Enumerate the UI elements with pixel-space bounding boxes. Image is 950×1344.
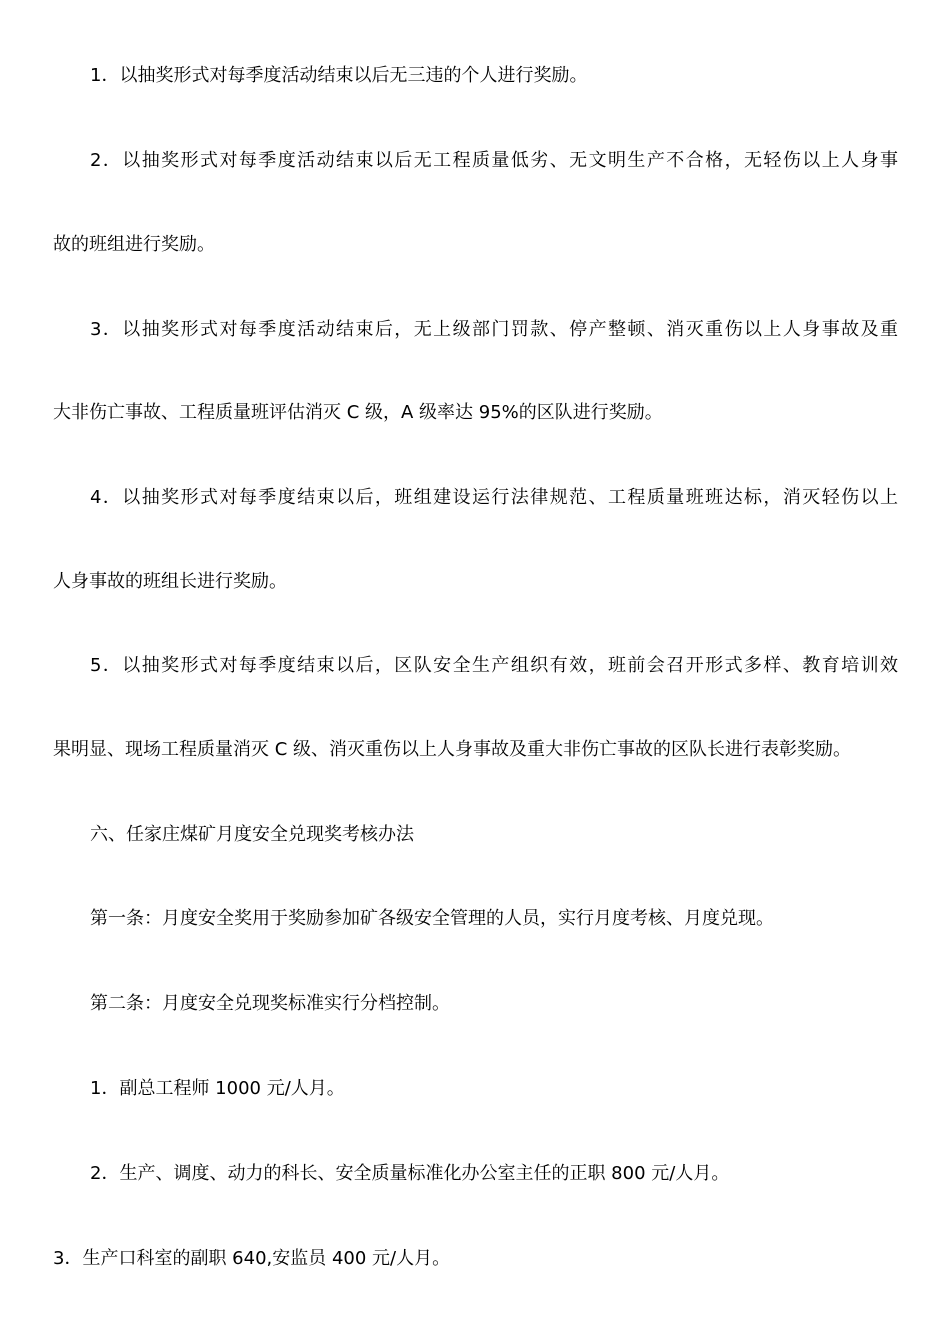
paragraph-line-1: 1．以抽奖形式对每季度活动结束以后无三违的个人进行奖励。 [90,65,588,86]
paragraph-line-3: 故的班组进行奖励。 [53,234,215,255]
paragraph-line-9: 果明显、现场工程质量消灭 C 级、消灭重伤以上人身事故及重大非伤亡事故的区队长进行表彰奖励。 [53,739,852,760]
list-item-3: 3．生产口科室的副职 640,安监员 400 元/人月。 [53,1248,451,1269]
article-1: 第一条：月度安全奖用于奖励参加矿各级安全管理的人员，实行月度考核、月度兑现。 [90,908,774,929]
paragraph-line-5: 大非伤亡事故、工程质量班评估消灭 C 级，A 级率达 95%的区队进行奖励。 [53,402,663,423]
paragraph-line-2: 2．以抽奖形式对每季度活动结束以后无工程质量低劣、无文明生产不合格，无轻伤以上人身事 [90,150,898,171]
paragraph-line-7: 人身事故的班组长进行奖励。 [53,571,287,592]
list-item-2: 2．生产、调度、动力的科长、安全质量标准化办公室主任的正职 800 元/人月。 [90,1163,730,1184]
article-2: 第二条：月度安全兑现奖标准实行分档控制。 [90,993,450,1014]
paragraph-line-6: 4．以抽奖形式对每季度结束以后，班组建设运行法律规范、工程质量班班达标，消灭轻伤以上 [90,487,898,508]
paragraph-line-8: 5．以抽奖形式对每季度结束以后，区队安全生产组织有效，班前会召开形式多样、教育培训效 [90,655,898,676]
section-heading: 六、任家庄煤矿月度安全兑现奖考核办法 [90,824,414,845]
paragraph-line-4: 3．以抽奖形式对每季度活动结束后，无上级部门罚款、停产整顿、消灭重伤以上人身事故及重 [90,319,898,340]
list-item-1: 1．副总工程师 1000 元/人月。 [90,1078,345,1099]
